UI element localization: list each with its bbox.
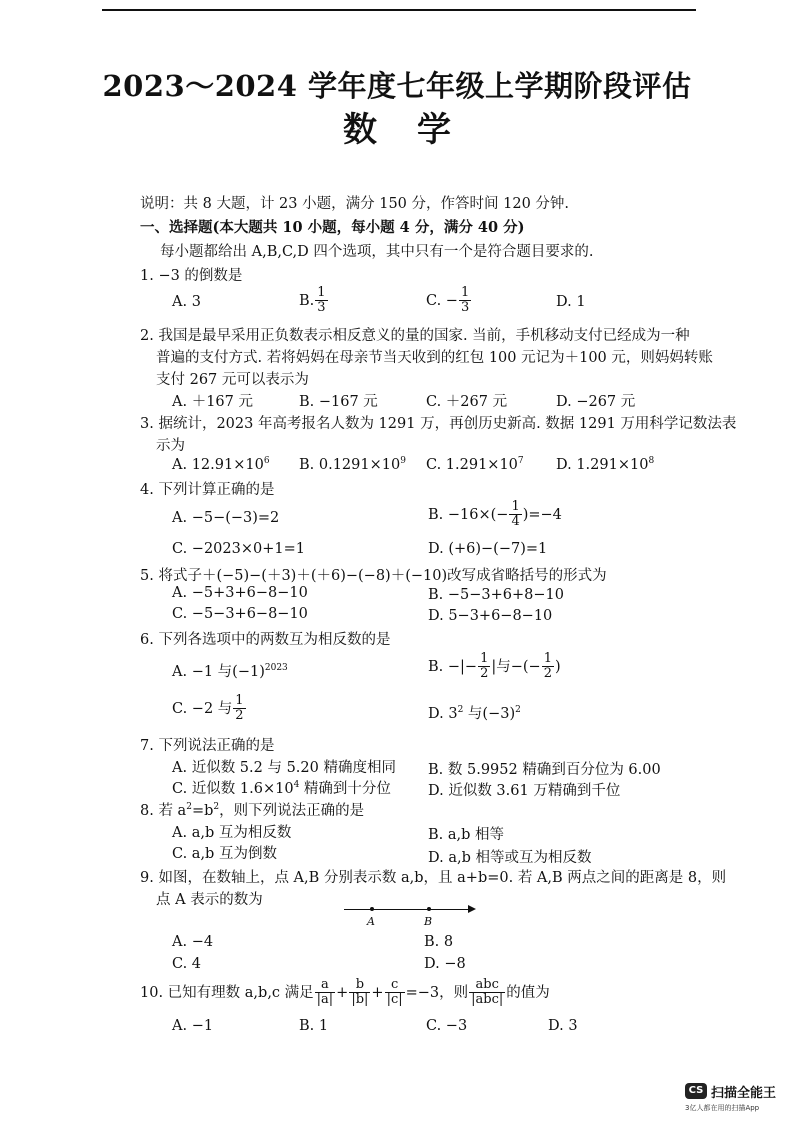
scanner-logo-icon: CS xyxy=(685,1083,707,1099)
q10-option-a: A. −1 xyxy=(172,1018,214,1034)
question-2-line-2: 普遍的支付方式. 若将妈妈在母亲节当天收到的红包 100 元记为＋100 元，则妈妈转账 xyxy=(156,350,713,366)
question-8-stem: 8. 若 $a^2=b^2$，则下列说法正确的是 xyxy=(140,802,365,819)
q6-option-c: C. −2 与 $\frac{1}{2}$ xyxy=(172,693,244,724)
q4-option-a: A. −5−(−3)=2 xyxy=(172,510,280,526)
question-9-line-1: 9. 如图，在数轴上，点 A,B 分别表示数 a,b，且 a+b=0. 若 A,B 两点之间的距离是 8，则 xyxy=(140,870,727,886)
q6-option-b: B. −|− $\frac{1}{2}$ |与−(− $\frac{1}{2}$ ) xyxy=(428,651,561,682)
point-b-marker xyxy=(427,907,431,911)
q5-option-b: B. −5−3+6+8−10 xyxy=(428,587,564,603)
q4-option-d: D. (+6)−(−7)=1 xyxy=(428,541,548,557)
q7-option-a: A. 近似数 5.2 与 5.20 精确度相同 xyxy=(172,760,396,776)
q1-option-d: D. 1 xyxy=(556,294,586,310)
point-b-label: B xyxy=(424,915,433,928)
section-note: 每小题都给出 A,B,C,D 四个选项，其中只有一个是符合题目要求的. xyxy=(160,244,594,260)
point-a-label: A xyxy=(367,915,375,928)
q2-option-b: B. −167 元 xyxy=(299,394,378,410)
q5-option-a: A. −5+3+6−8−10 xyxy=(172,585,308,601)
q4-option-c: C. −2023×0+1=1 xyxy=(172,541,305,557)
question-3-line-2: 示为 xyxy=(156,438,185,454)
top-border-line xyxy=(102,9,696,11)
q1-option-c: C. − $\frac{1}{3}$ xyxy=(426,285,470,316)
q3-option-b: B. $0.1291\times 10^9$ xyxy=(299,456,406,473)
question-2-line-1: 2. 我国是最早采用正负数表示相反意义的量的国家. 当前，手机移动支付已经成为一种 xyxy=(140,328,690,344)
question-10-stem: 10. 已知有理数 a,b,c 满足 $\frac{a}{|a|}$ + $\frac{b}{|b|}$ + $\frac{c}{|c|}$ =−3，则 $\frac{\text{abc}}{\text{|abc|}}$ 的值为 xyxy=(140,977,550,1008)
q9-option-a: A. −4 xyxy=(172,934,214,950)
q1-option-a: A. 3 xyxy=(172,294,201,310)
q5-option-c: C. −5−3+6−8−10 xyxy=(172,606,308,622)
q2-option-d: D. −267 元 xyxy=(556,394,636,410)
scanner-app-name: 扫描全能王 xyxy=(711,1086,777,1101)
q8-option-a: A. a,b 互为相反数 xyxy=(172,825,292,841)
q6-option-a: A. −1 与$(-1)^{2023}$ xyxy=(172,663,288,680)
point-a-marker xyxy=(370,907,374,911)
question-5-stem: 5. 将式子＋(−5)−(＋3)＋(＋6)−(−8)＋(−10)改写成省略括号的形式为 xyxy=(140,568,607,584)
q1-option-b: B. $\frac{1}{3}$ xyxy=(299,285,326,316)
number-line xyxy=(344,909,474,910)
q10-option-c: C. −3 xyxy=(426,1018,468,1034)
q9-option-d: D. −8 xyxy=(424,956,466,972)
q9-option-c: C. 4 xyxy=(172,956,202,972)
q7-option-c: C. 近似数 $1.6\times 10^4$ 精确到十分位 xyxy=(172,780,391,797)
number-line-arrow xyxy=(468,905,476,913)
section-title: 一、选择题(本大题共 10 小题，每小题 4 分，满分 40 分) xyxy=(140,219,525,236)
q8-option-c: C. a,b 互为倒数 xyxy=(172,846,277,862)
q10-option-d: D. 3 xyxy=(548,1018,578,1034)
intro-text: 说明：共 8 大题，计 23 小题，满分 150 分，作答时间 120 分钟. xyxy=(140,196,570,212)
subject-title: 数学 xyxy=(343,110,491,150)
question-2-line-3: 支付 267 元可以表示为 xyxy=(156,372,309,388)
q10-option-b: B. 1 xyxy=(299,1018,329,1034)
q2-option-a: A. ＋167 元 xyxy=(172,394,253,410)
q3-option-a: A. $12.91\times 10^6$ xyxy=(172,456,270,473)
question-9-line-2: 点 A 表示的数为 xyxy=(156,892,263,908)
scanner-app-slogan: 3亿人都在用的扫描App xyxy=(685,1104,760,1112)
question-6-stem: 6. 下列各选项中的两数互为相反数的是 xyxy=(140,632,391,648)
q2-option-c: C. ＋267 元 xyxy=(426,394,508,410)
question-1-stem: 1. −3 的倒数是 xyxy=(140,268,243,284)
q8-option-b: B. a,b 相等 xyxy=(428,827,505,843)
q3-option-d: D. $1.291\times 10^8$ xyxy=(556,456,655,473)
q7-option-b: B. 数 5.9952 精确到百分位为 6.00 xyxy=(428,762,661,778)
page-title: 2023～2024 学年度七年级上学期阶段评估 xyxy=(102,69,692,103)
q6-option-d: D. $3^2$ 与$(-3)^2$ xyxy=(428,705,521,722)
q4-option-b: B. −16×(− $\frac{1}{4}$ )=−4 xyxy=(428,499,562,530)
q5-option-d: D. 5−3+6−8−10 xyxy=(428,608,553,624)
q9-option-b: B. 8 xyxy=(424,934,454,950)
q7-option-d: D. 近似数 3.61 万精确到千位 xyxy=(428,783,621,799)
question-7-stem: 7. 下列说法正确的是 xyxy=(140,738,275,754)
q3-option-c: C. $1.291\times 10^7$ xyxy=(426,456,524,473)
question-4-stem: 4. 下列计算正确的是 xyxy=(140,482,275,498)
q8-option-d: D. a,b 相等或互为相反数 xyxy=(428,850,592,866)
question-3-line-1: 3. 据统计，2023 年高考报名人数为 1291 万，再创历史新高. 数据 1291 万用科学记数法表 xyxy=(140,416,737,432)
